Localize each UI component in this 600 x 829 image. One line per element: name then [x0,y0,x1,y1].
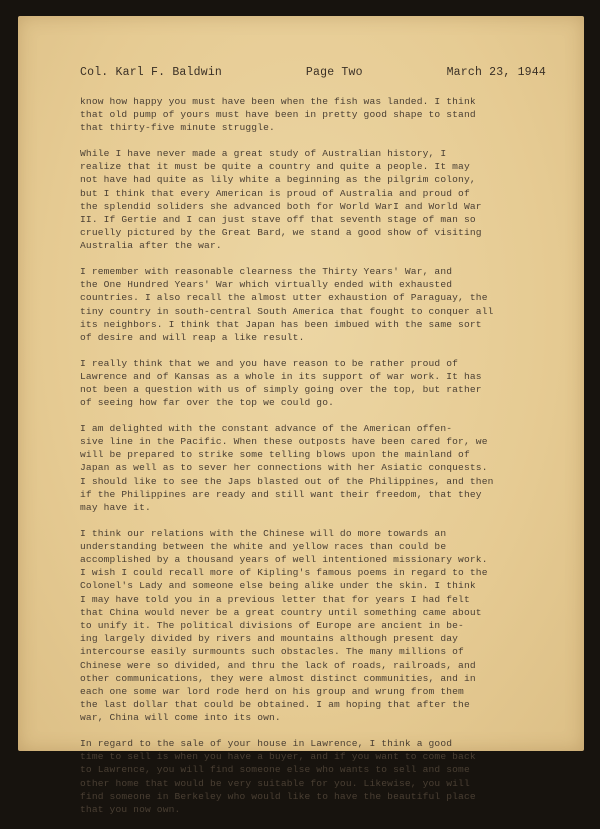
paragraph-war-work: I really think that we and you have reason to be rather proud of Lawrence and of Kansas as a whole in its support of war work. It has not been a question with us of simply going over the top, but rather of seeing how far over the top we could go. [80,357,482,409]
paragraph-australia: While I have never made a great study of Australian history, I realize that it must be quite a country and quite a people. It may not have had quite as lily white a beginning as the pilgrim colony, but I think that every American is proud of Australia and proud of the splendid soliders she advanced both for World WarI and World War II. If Gertie and I can just stave off that seventh stage of man so cruelly pictured by the Great Bard, we stand a good show of visiting Australia after the war. [80,148,482,252]
letter-date: March 23, 1944 [446,66,546,79]
page-number: Page Two [305,66,363,79]
letter-header [80,66,546,79]
paragraph-chinese: I think our relations with the Chinese will do more towards an understanding between the white and yellow races than could be accomplished by a thousand years of well intentioned missionary work. I wish I could recall more of Kipling's famous poems in regard to the Colonel's Lady and someone else being alike under the skin. I think I may have told you in a previous letter that for years I had felt that China would never be a great country until something came about to unify it. The political divisions of Europe are ancient in be- ing largely divided by rivers and mountains although present day intercourse easily surmounts such obstacles. The many millions of Chinese were so divided, and thru the lack of roads, railroads, and other communications, they were almost distinct communities, and in each one some war lord rode herd on his group and wrung from them the last dollar that could be obtained. I am hoping that after the war, China will come into its own. [80,527,488,724]
paragraph-house-sale: In regard to the sale of your house in Lawrence, I think a good time to sell is when you have a buyer, and if you want to come back to Lawrence, you will find someone else who wants to sell and some other home that would be very suitable for you. Likewise, you will find someone in Berkeley who would like to have the beautiful place that you now own. [80,738,476,816]
paragraph-wars: I remember with reasonable clearness the Thirty Years' War, and the One Hundred Years' War which virtually ended with exhausted countries. I also recall the almost utter exhaustion of Paraguay, the tiny country in south-central South America that fought to conquer all its neighbors. I think that Japan has been imbued with the same sort of desire and will reap a like result. [80,266,494,344]
letter-page [18,16,584,816]
paragraph-pacific: I am delighted with the constant advance of the American offen- sive line in the Pacific. When these outposts have been cared for, we will be prepared to strike some telling blows upon the mainland of Japan as well as to sever her connections with her Asiatic conquests. I should like to see the Japs blasted out of the Philippines, and then if the Philippines are ready and still want their freedom, that they may have it. [80,422,494,514]
letter-body [80,95,550,829]
addressee: Col. Karl F. Baldwin [80,66,223,79]
paragraph-fish: know how happy you must have been when the fish was landed. I think that old pump of yours must have been in pretty good shape to stand that thirty-five minute struggle. [80,96,476,134]
